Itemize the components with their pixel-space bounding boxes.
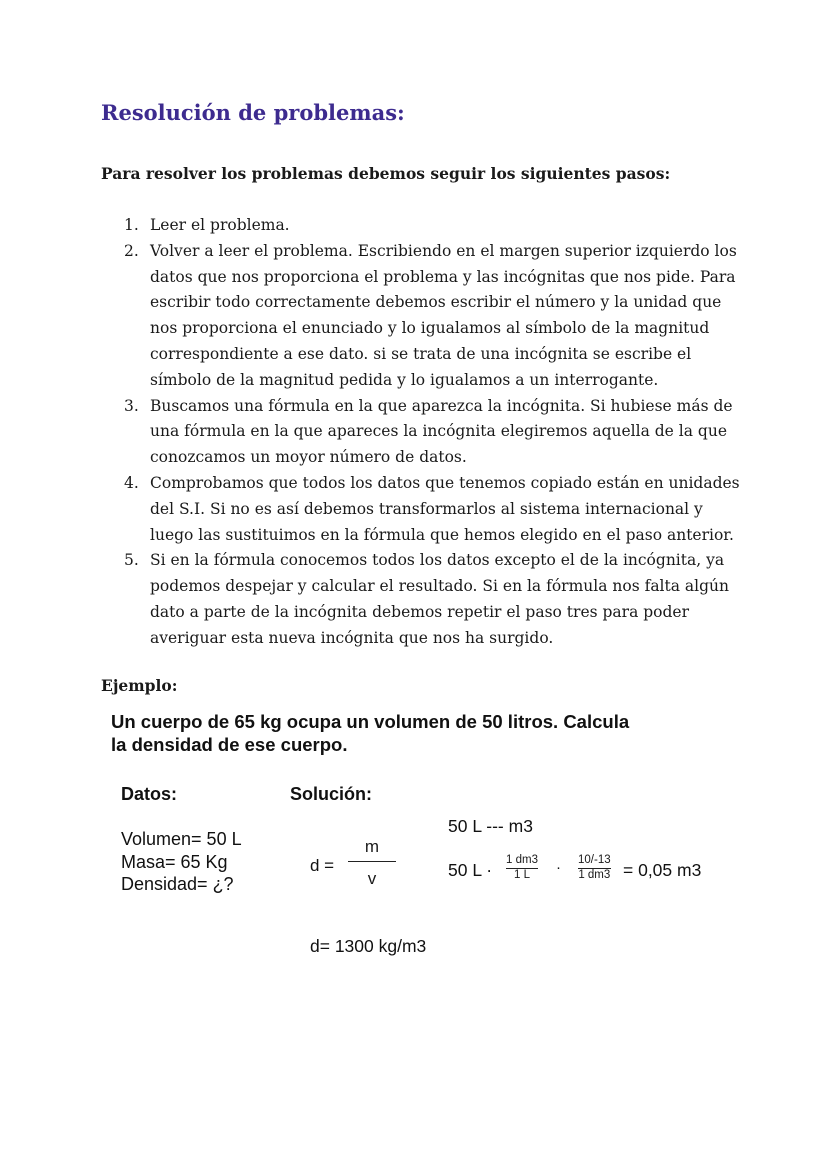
problem-line: Un cuerpo de 65 kg ocupa un volumen de 50 litros. Calcula bbox=[111, 711, 630, 732]
step-number: 1. bbox=[124, 216, 139, 234]
formula-fraction bbox=[348, 838, 396, 887]
conversion-f1-denominator: 1 L bbox=[513, 868, 530, 881]
list-item bbox=[124, 394, 744, 471]
step-text: Leer el problema. bbox=[150, 216, 290, 234]
dato-densidad: Densidad= ¿? bbox=[121, 874, 234, 894]
formula-denominator: v bbox=[367, 869, 377, 888]
page-title: Resolución de problemas: bbox=[101, 100, 405, 125]
formula-lhs: d = bbox=[310, 856, 335, 875]
list-item bbox=[124, 548, 744, 651]
step-number: 2. bbox=[124, 241, 139, 260]
list-item bbox=[124, 471, 744, 548]
conversion-result: = 0,05 m3 bbox=[623, 860, 702, 880]
example-label: Ejemplo: bbox=[101, 676, 178, 695]
list-item bbox=[124, 213, 744, 239]
dato-volumen: Volumen= 50 L bbox=[121, 829, 242, 849]
solucion-heading: Solución: bbox=[290, 784, 372, 804]
step-number: 3. bbox=[124, 396, 139, 415]
intro-text: Para resolver los problemas debemos seguir los siguientes pasos: bbox=[101, 164, 671, 183]
step-text: Si en la fórmula conocemos todos los datos excepto el de la incógnita, ya podemos despejar y calcular el resultado. Si en la fórmula nos falta algún dato a parte de la incógnita debemos repetir el paso tres para poder averiguar esta nueva incógnita que nos ha surgido. bbox=[150, 551, 729, 647]
datos-list bbox=[121, 828, 242, 896]
conversion-dot: · bbox=[556, 859, 561, 876]
conversion-start: 50 L · bbox=[448, 860, 493, 880]
conversion-f1-numerator: 1 dm3 bbox=[506, 854, 538, 866]
conversion-f2-numerator: 10/-13 bbox=[578, 854, 611, 866]
dato-masa: Masa= 65 Kg bbox=[121, 851, 228, 872]
formula-numerator: m bbox=[364, 837, 380, 856]
conversion-header: 50 L --- m3 bbox=[448, 816, 533, 836]
example-problem bbox=[111, 710, 629, 756]
step-number: 5. bbox=[124, 551, 139, 570]
step-text: Comprobamos que todos los datos que tenemos copiado están en unidades del S.I. Si no es así debemos transformarlos al sistema internacional y luego las sustituimos en la fórmula que hemos elegido en el paso anterior. bbox=[150, 473, 740, 544]
conversion-fraction-1 bbox=[506, 855, 538, 881]
conversion-fraction-2 bbox=[578, 855, 611, 881]
step-text: Volver a leer el problema. Escribiendo en el margen superior izquierdo los datos que nos proporciona el problema y las incógnitas que nos pide. Para escribir todo correctamente debemos escribir el número y la unidad que nos proporciona el enunciado y lo igualamos al símbolo de la magnitud correspondiente a ese dato. si se trata de una incógnita se escribe el símbolo de la magnitud pedida y lo igualamos a un interrogante. bbox=[150, 241, 737, 389]
step-text: Buscamos una fórmula en la que aparezca la incógnita. Si hubiese más de una fórmula en la que apareces la incógnita elegiremos aquella de la que conozcamos un moyor número de datos. bbox=[150, 396, 733, 467]
datos-heading: Datos: bbox=[121, 784, 178, 804]
conversion-f2-denominator: 1 dm3 bbox=[578, 868, 611, 881]
fraction-bar bbox=[348, 861, 396, 862]
step-number: 4. bbox=[124, 473, 139, 492]
problem-line: la densidad de ese cuerpo. bbox=[111, 734, 348, 755]
final-answer: d= 1300 kg/m3 bbox=[310, 936, 427, 956]
steps-list bbox=[124, 213, 744, 652]
list-item bbox=[124, 239, 744, 394]
